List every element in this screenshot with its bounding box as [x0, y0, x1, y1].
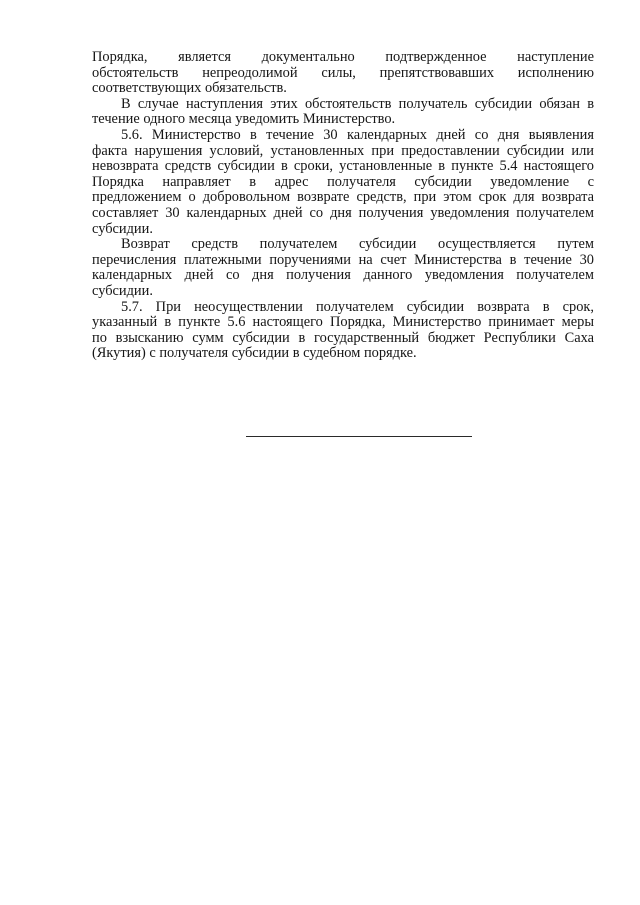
text-line: субсидии. [92, 220, 153, 237]
text-line: предложением о добровольном возврате средств, при этом срок для возврата [92, 189, 594, 206]
end-separator-line [246, 436, 472, 437]
text-line: 5.6. Министерство в течение 30 календарных дней со дня выявления [121, 126, 594, 143]
paragraph-5-6 [92, 128, 594, 237]
text-line: Порядка направляет в адрес получателя субсидии уведомление с [92, 173, 594, 190]
text-line: календарных дней со дня получения данного уведомления получателем [92, 267, 594, 284]
text-line: субсидии. [92, 282, 153, 299]
text-line: (Якутия) с получателя субсидии в судебном порядке. [92, 345, 417, 362]
text-line: по взысканию сумм субсидии в государственный бюджет Республики Саха [92, 329, 594, 346]
text-line: соответствующих обязательств. [92, 80, 287, 97]
text-line: 5.7. При неосуществлении получателем субсидии возврата в срок, [121, 298, 594, 315]
text-line: факта нарушения условий, установленных при предоставлении субсидии или [92, 142, 594, 159]
paragraph-notice [92, 97, 594, 128]
text-line: невозврата средств субсидии в сроки, установленные в пункте 5.4 настоящего [92, 158, 594, 175]
paragraph-return [92, 237, 594, 299]
text-line: составляет 30 календарных дней со дня получения уведомления получателем [92, 204, 594, 221]
text-line: В случае наступления этих обстоятельств получатель субсидии обязан в [121, 95, 594, 112]
text-line: Возврат средств получателем субсидии осуществляется путем [121, 236, 594, 253]
text-line: обстоятельств непреодолимой силы, препятствовавших исполнению [92, 64, 594, 81]
document-body [92, 50, 594, 362]
paragraph-5-7 [92, 300, 594, 362]
text-line: перечисления платежными поручениями на счет Министерства в течение 30 [92, 251, 594, 268]
text-line: Порядка, является документально подтвержденное наступление [92, 49, 594, 65]
text-line: указанный в пункте 5.6 настоящего Порядка, Министерство принимает меры [92, 314, 594, 331]
paragraph-continuation [92, 50, 594, 97]
text-line: течение одного месяца уведомить Министерство. [92, 111, 396, 128]
